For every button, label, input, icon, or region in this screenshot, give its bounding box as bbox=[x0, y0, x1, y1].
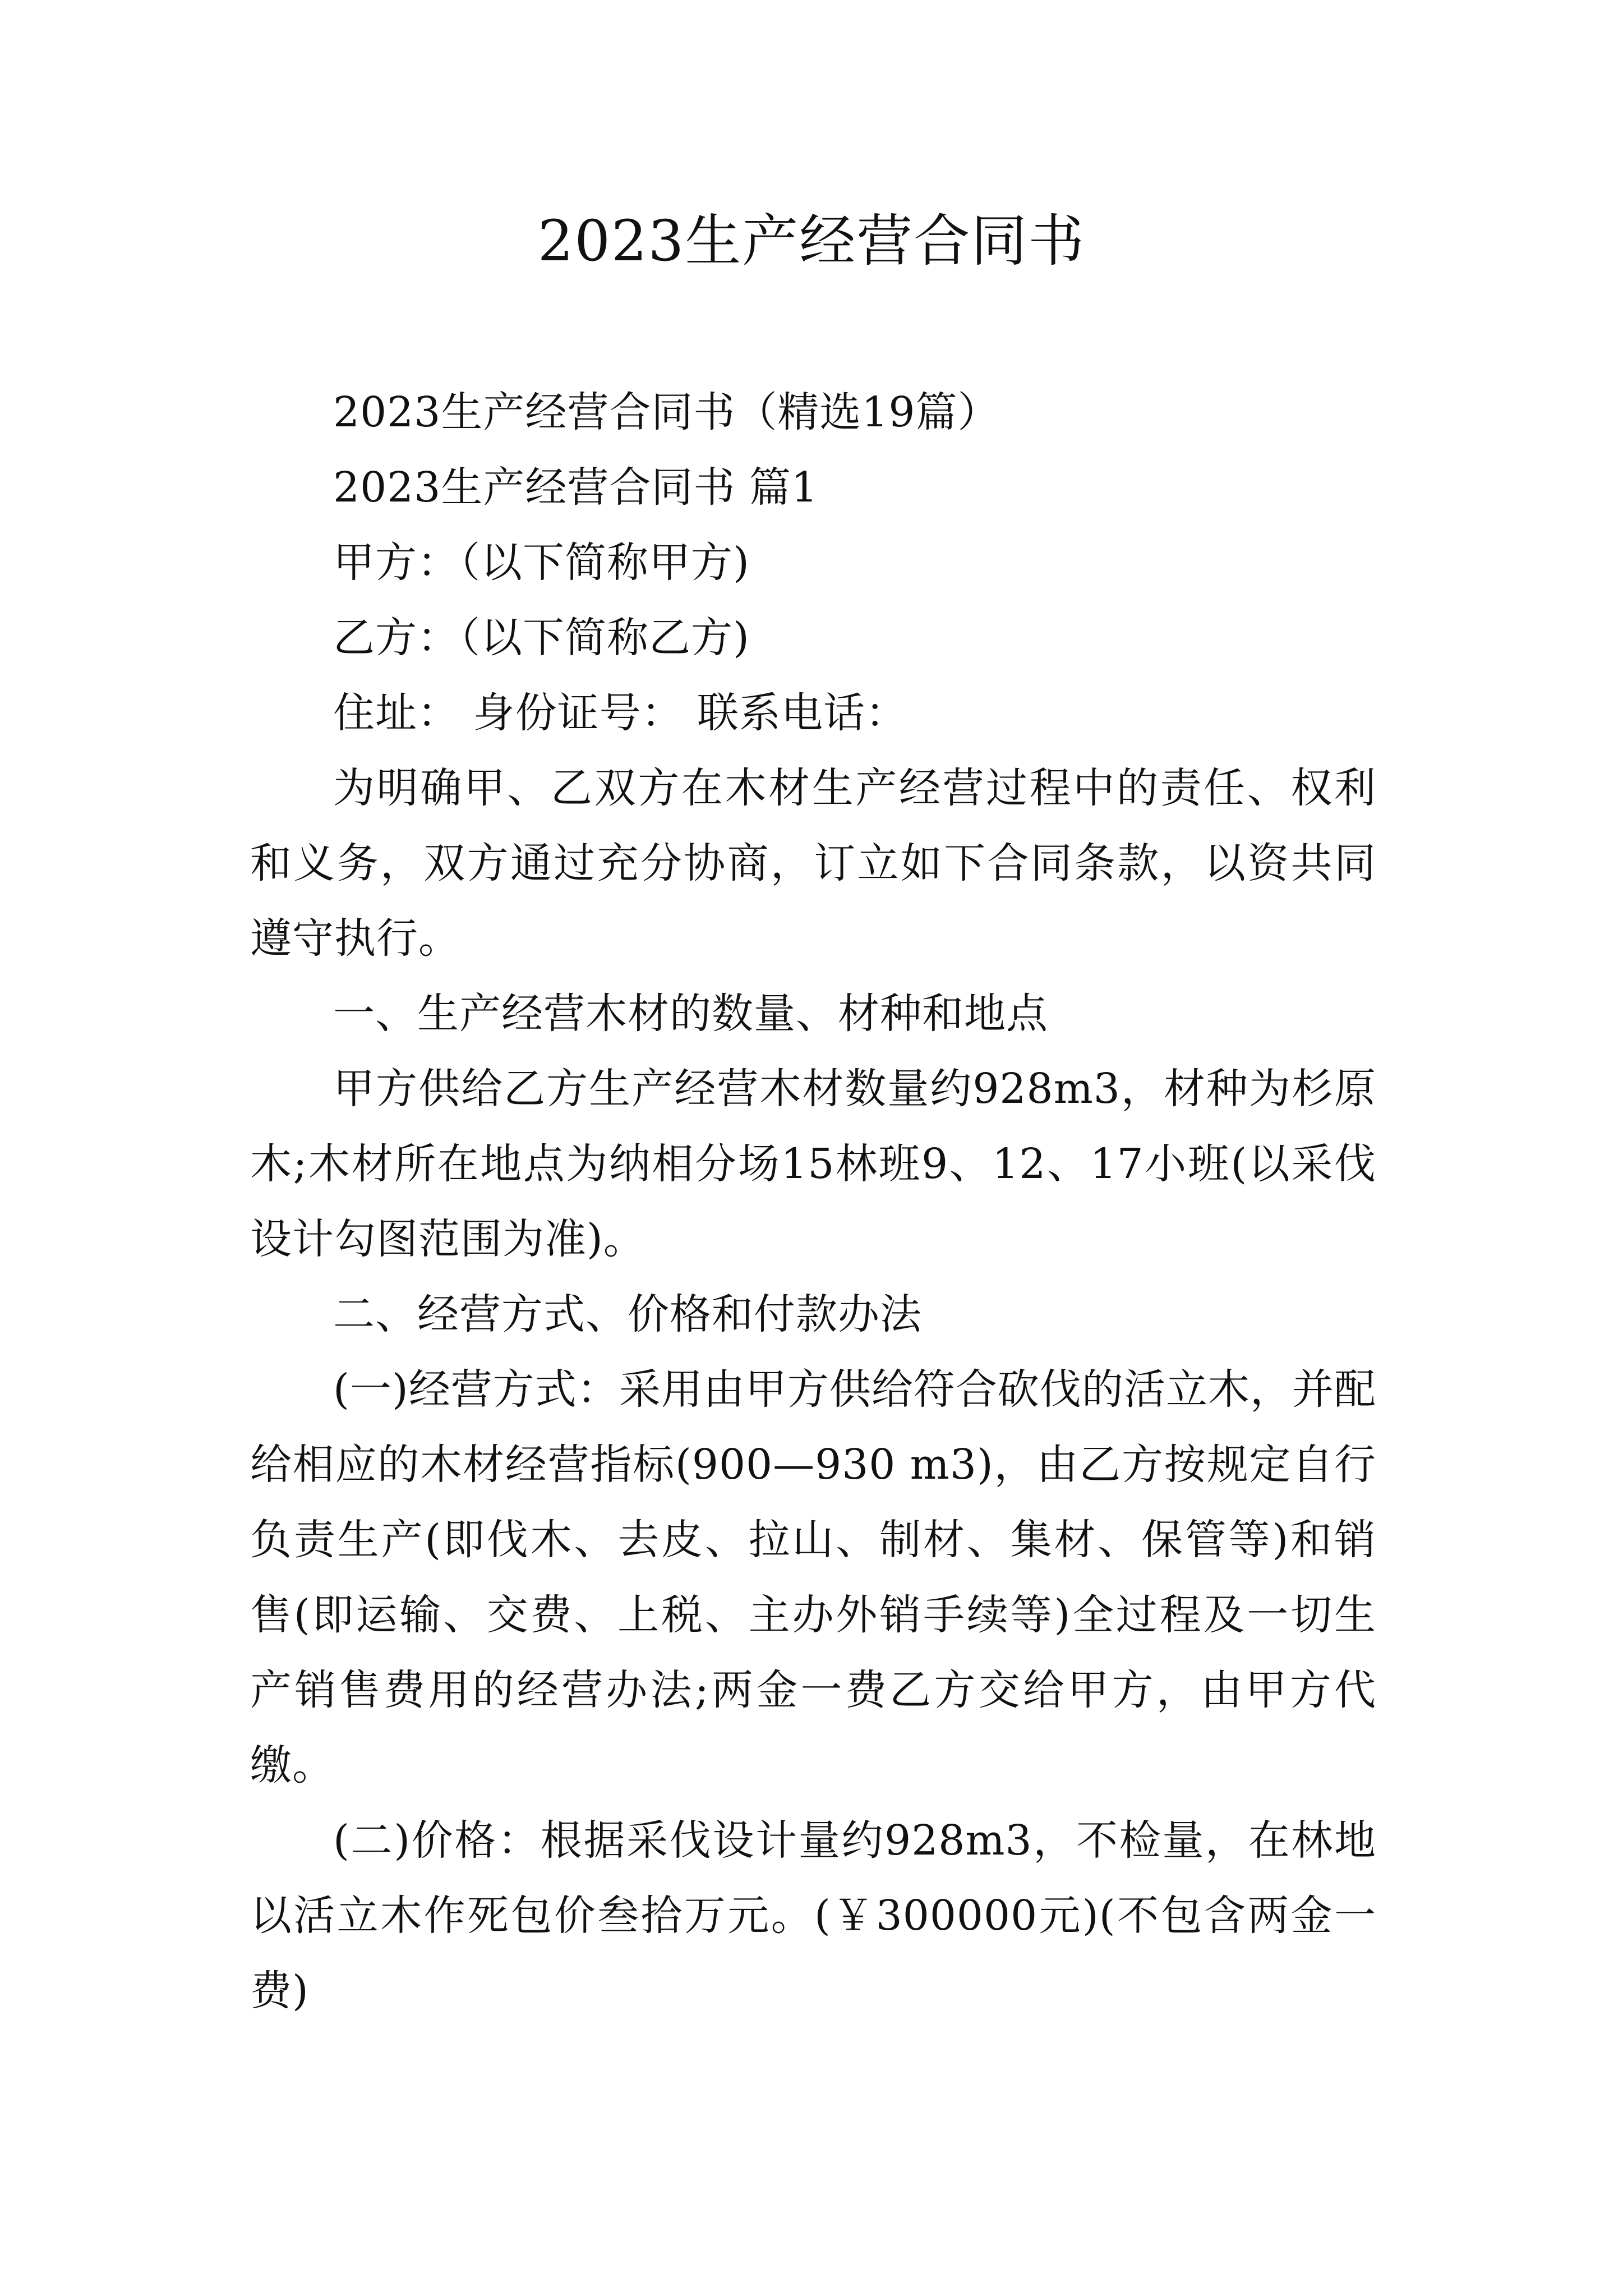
section-heading-paragraph: 2023生产经营合同书 篇1 bbox=[333, 463, 818, 512]
clause-heading-2: 二、经营方式、价格和付款办法 bbox=[333, 1290, 922, 1338]
clause-paragraph-2-1: (一)经营方式：采用由甲方供给符合砍伐的活立木，并配给相应的木材经营指标(900—930 m3)，由乙方按规定自行负责生产(即伐木、去皮、拉山、制材、集材、保管等)和销售(即运输、交费、上税、主办外销手续等)全过程及一切生产销售费用的经营办法;两金一费乙方交给甲方，由甲方代缴。 bbox=[250, 1365, 1376, 1789]
clause-heading-1: 一、生产经营木材的数量、材种和地点 bbox=[333, 990, 1048, 1038]
clause-paragraph-2-2: (二)价格：根据采伐设计量约928m3，不检量，在林地以活立木作死包价叁拾万元。(￥300000元)(不包含两金一费) bbox=[250, 1816, 1376, 2015]
document-body bbox=[250, 375, 1376, 2028]
subtitle-paragraph: 2023生产经营合同书（精选19篇） bbox=[333, 388, 1000, 436]
clause-paragraph-1: 甲方供给乙方生产经营木材数量约928m3，材种为杉原木;木材所在地点为纳相分场15林班9、12、17小班(以采伐设计勾图范围为准)。 bbox=[250, 1065, 1376, 1263]
contact-info-line: 住址： 身份证号： 联系电话： bbox=[333, 689, 908, 737]
party-a-line: 甲方：（以下简称甲方) bbox=[333, 539, 750, 587]
intro-paragraph: 为明确甲、乙双方在木材生产经营过程中的责任、权利和义务，双方通过充分协商，订立如下合同条款，以资共同遵守执行。 bbox=[250, 764, 1376, 963]
document-title: 2023生产经营合同书 bbox=[537, 208, 1086, 274]
party-b-line: 乙方：（以下简称乙方) bbox=[333, 614, 750, 662]
